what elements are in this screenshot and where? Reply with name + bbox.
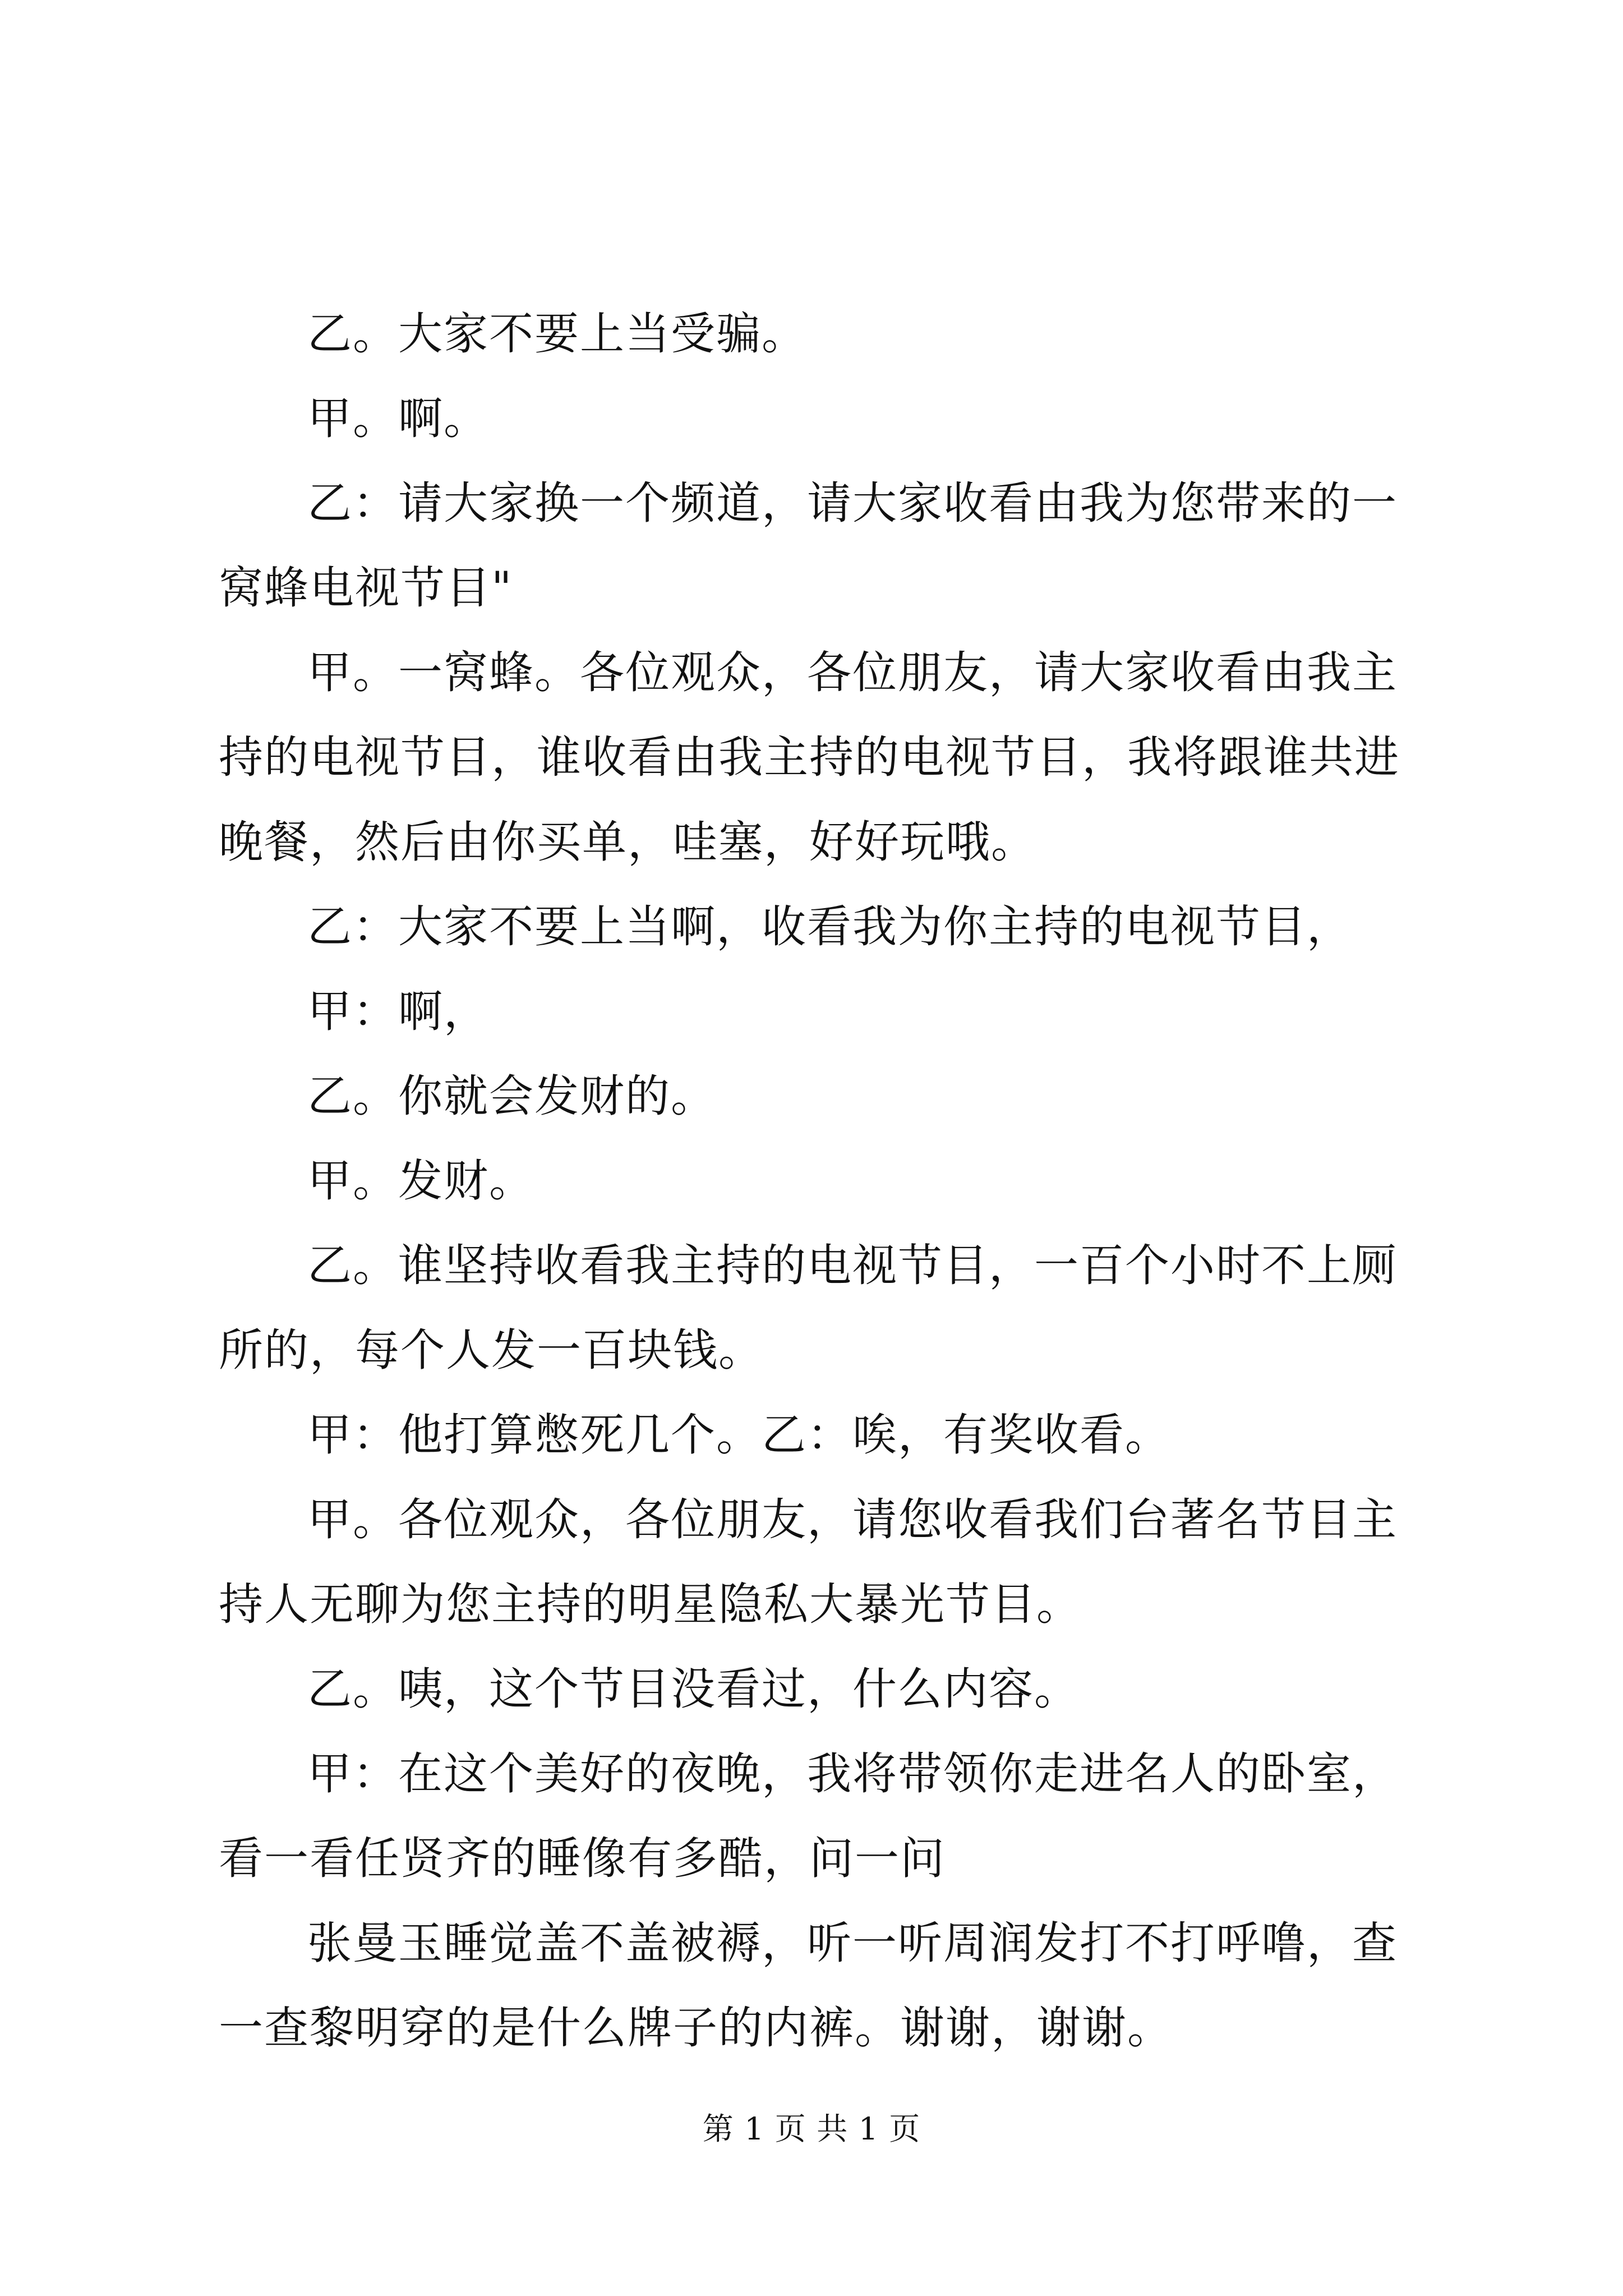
paragraph: 乙：请大家换一个频道，请大家收看由我为您带来的一窝蜂电视节目" — [219, 477, 1398, 614]
paragraph: 乙。谁坚持收看我主持的电视节目，一百个小时不上厕所的，每个人发一百块钱。 — [219, 1240, 1398, 1376]
paragraph: 乙。咦，这个节目没看过，什么内容。 — [307, 1663, 1080, 1715]
paragraph: 乙。大家不要上当受骗。 — [307, 308, 807, 360]
paragraph: 乙：大家不要上当啊，收看我为你主持的电视节目， — [307, 901, 1352, 953]
paragraph: 甲：他打算憋死几个。乙：唉，有奖收看。 — [307, 1409, 1170, 1461]
paragraph: 乙。你就会发财的。 — [307, 1070, 716, 1122]
paragraph: 甲。啊。 — [307, 393, 489, 444]
paragraph: 甲：啊， — [307, 986, 489, 1037]
paragraph: 甲：在这个美好的夜晚，我将带领你走进名人的卧室，看一看任贤齐的睡像有多酷，问一问 — [219, 1748, 1398, 1884]
paragraph: 甲。发财。 — [307, 1155, 534, 1207]
page-number-footer: 第 1 页 共 1 页 — [702, 2111, 921, 2147]
paragraph: 甲。一窝蜂。各位观众，各位朋友，请大家收看由我主持的电视节目，谁收看由我主持的电视节目，我将跟谁共进晚餐，然后由你买单，哇塞，好好玩哦。 — [219, 647, 1400, 868]
paragraph: 张曼玉睡觉盖不盖被褥，听一听周润发打不打呼噜，查一查黎明穿的是什么牌子的内裤。谢谢，谢谢。 — [219, 1917, 1398, 2054]
paragraph: 甲。各位观众，各位朋友，请您收看我们台著名节目主持人无聊为您主持的明星隐私大暴光节目。 — [219, 1494, 1398, 1630]
document-body — [219, 292, 1427, 2070]
